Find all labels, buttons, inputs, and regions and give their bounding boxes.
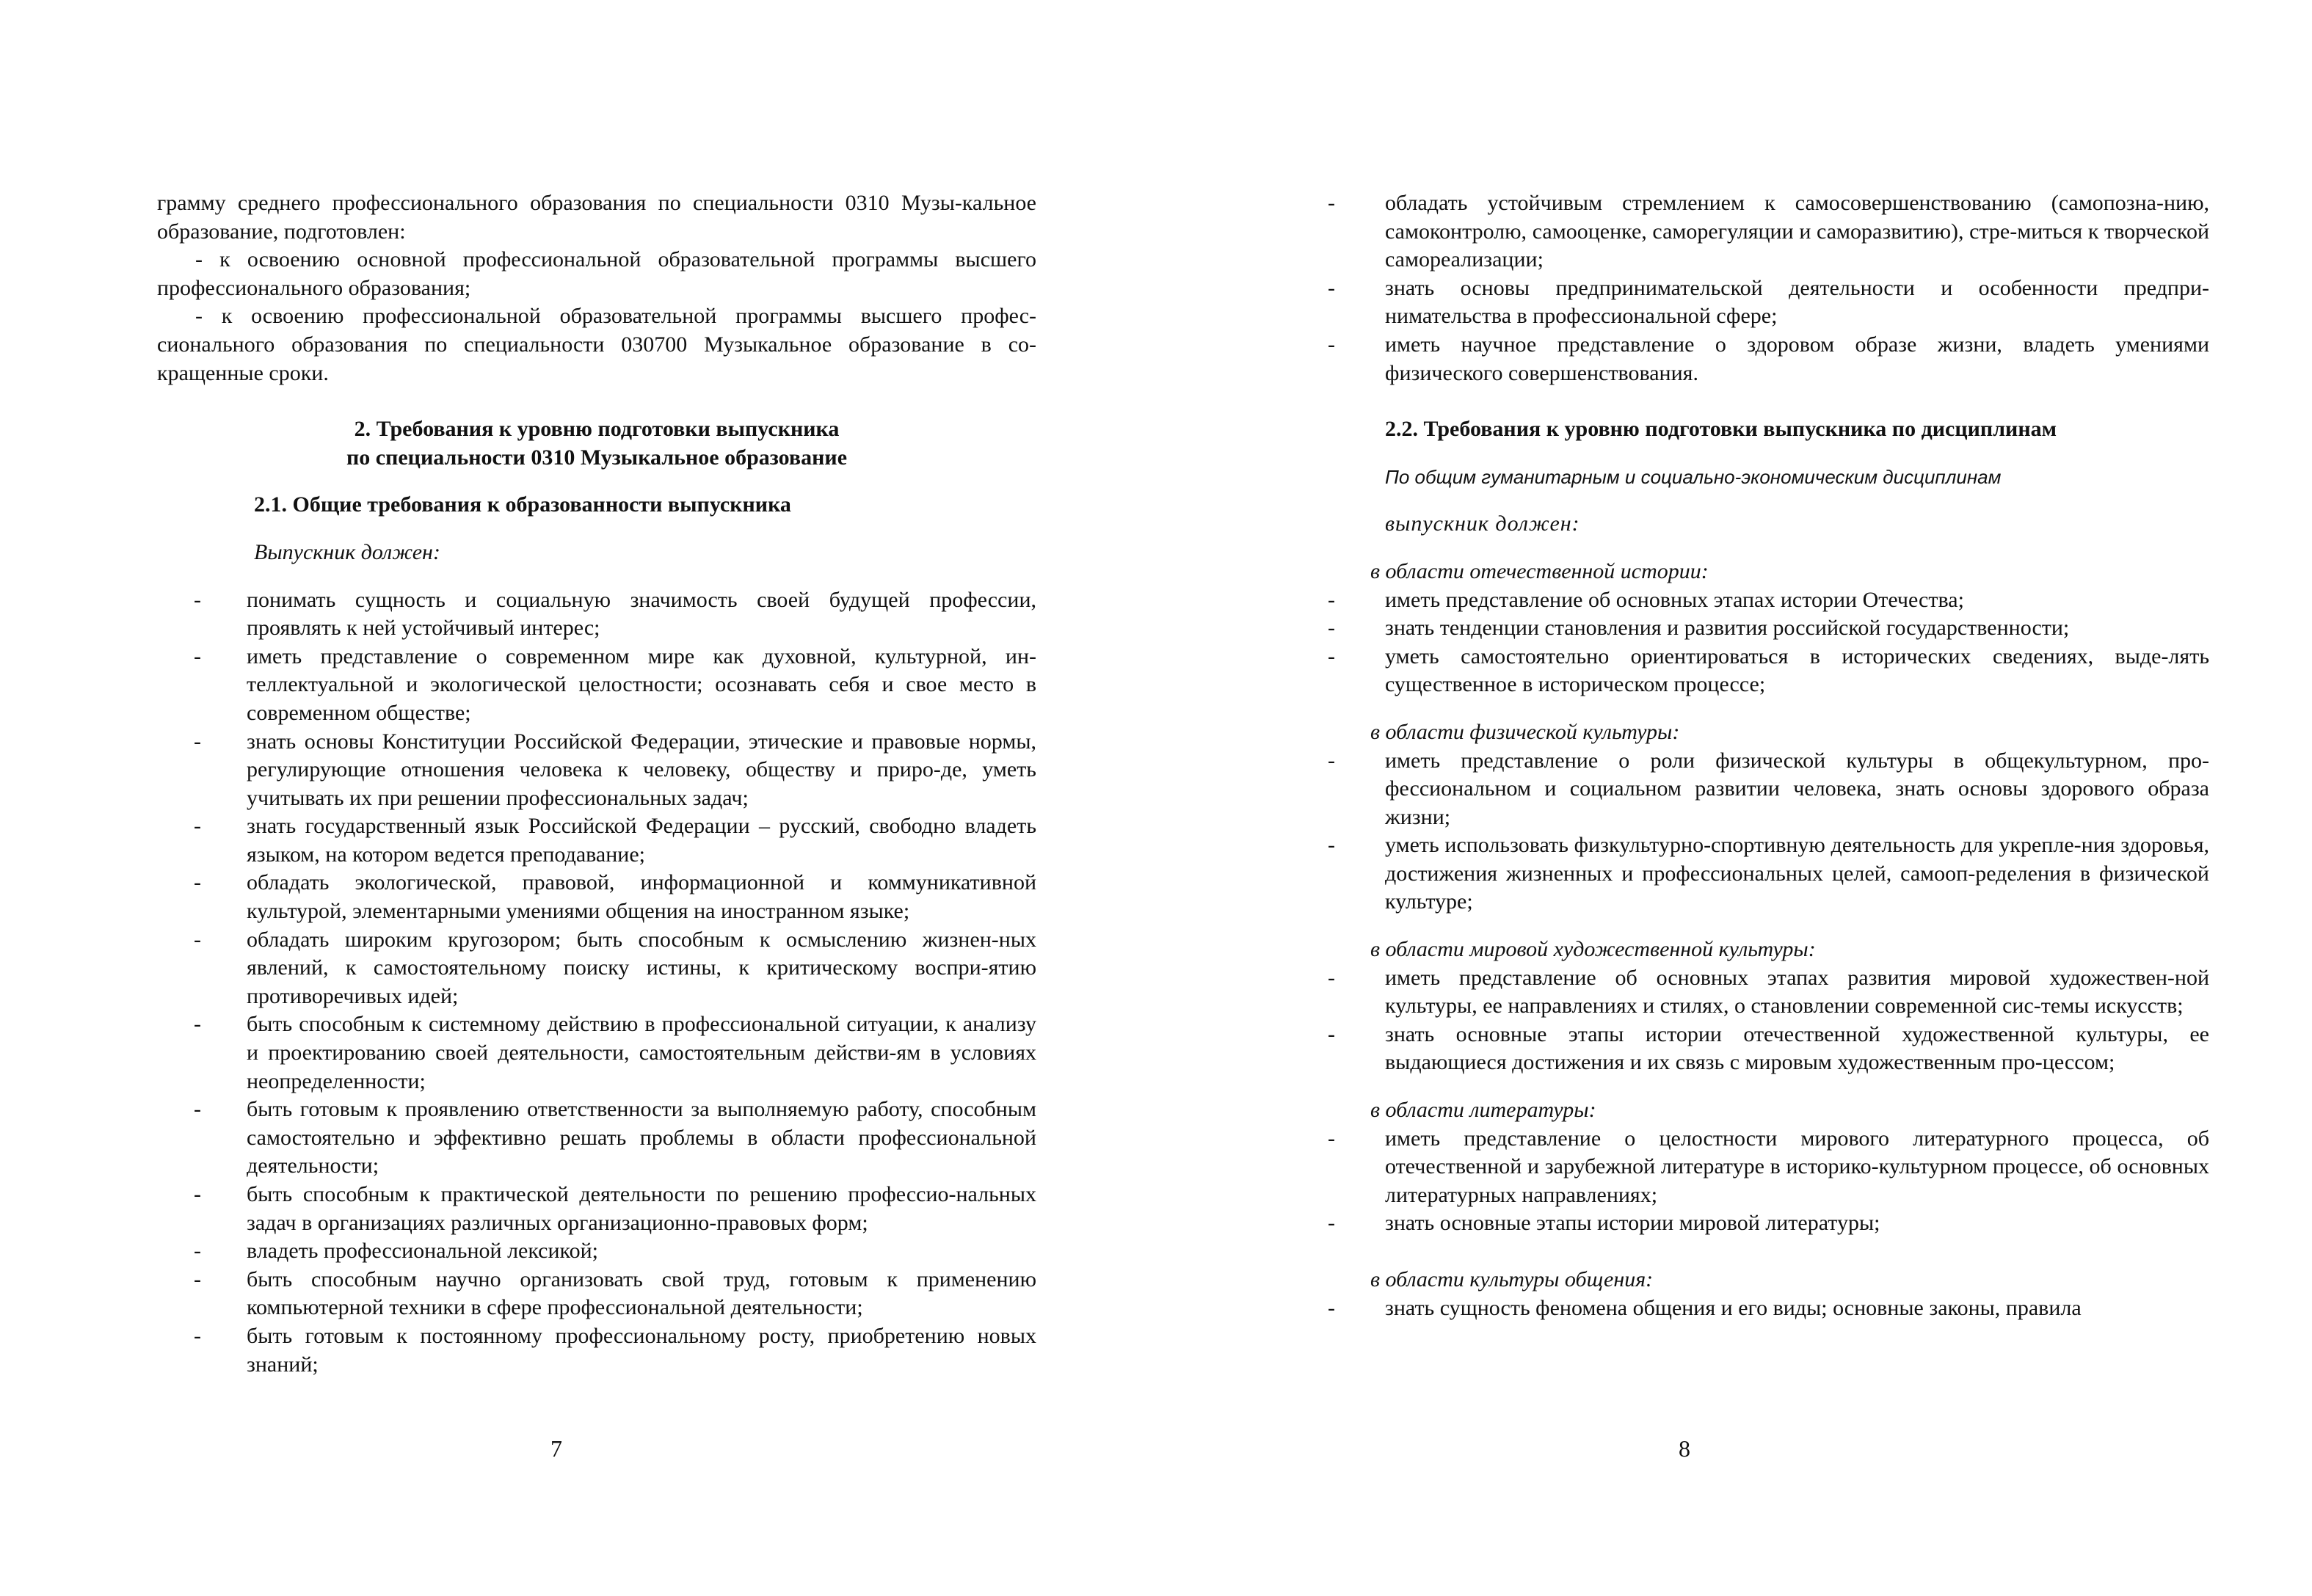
list-item: - знать сущность феномена общения и его виды; основные законы, правила (1338, 1294, 2209, 1323)
right-page-text (1328, 189, 2209, 1322)
list-item: - знать тенденции становления и развития российской государственности; (1338, 614, 2209, 643)
list-item: - иметь представление об основных этапах истории Отечества; (1338, 586, 2209, 615)
area-list (1328, 1294, 2209, 1323)
dash-marker: - (194, 1267, 201, 1291)
list-item: - владеть профессиональной лексикой; (157, 1237, 1036, 1266)
dash-marker: - (194, 587, 201, 612)
list-item: - быть способным к системному действию в профессиональной ситуации, к анализу и проектированию своей деятельности, самостоятельным действи-ям в условиях неопределенности; (194, 1012, 1036, 1093)
dash-marker: - (194, 1097, 201, 1122)
area-title: в области литературы: (1370, 1098, 1596, 1123)
area-title: в области отечественной истории: (1370, 558, 1709, 583)
disciplines-note: По общим гуманитарным и социально-экономическим дисциплинам (1385, 465, 2002, 488)
right-page (1156, 0, 2312, 1596)
list-item: - знать основные этапы истории отечественной художественной культуры, ее выдающиеся достижения и их связь с мировым художественным про-цессом; (1328, 1021, 2209, 1075)
area-list (1328, 586, 2209, 699)
dash-marker: - (1328, 1211, 1335, 1236)
area-title: в области культуры общения: (1370, 1267, 1654, 1291)
list-item: - уметь самостоятельно ориентироваться в исторических сведениях, выде-лять существенное в историческом процессе; (1328, 644, 2209, 697)
list-item: - иметь представление о целостности мирового литературного процесса, об отечественной и зарубежной литературе в историко-культурном процессе, об основных литературных направлениях; (1328, 1126, 2209, 1207)
list-item: - обладать устойчивым стремлением к самосовершенствованию (самопозна-нию, самоконтролю, самооценке, саморегуляции и саморазвитию), стре-миться к творческой самореализации; (1328, 191, 2209, 272)
list-item: - иметь научное представление о здоровом образе жизни, владеть умениями физического совершенствования. (1328, 332, 2209, 385)
list-item: - знать основы предпринимательской деятельности и особенности предпри-нимательства в профессиональной сфере; (1328, 275, 2209, 329)
dash-marker: - (1328, 1126, 1335, 1151)
list-item: - понимать сущность и социальную значимость своей будущей профессии, проявлять к ней устойчивый интерес; (194, 587, 1036, 641)
intro-line: грамму среднего профессионального образования по специальности 0310 Музы-кальное образование, подготовлен: (157, 191, 1036, 244)
dash-marker: - (1328, 1295, 1335, 1320)
dash-marker: - (194, 814, 201, 839)
list-item: - иметь представление о роли физической культуры в общекультурном, про-фессиональном и социальном развитии человека, знать основы здорового образа жизни; (1328, 748, 2209, 829)
requirements-list (157, 586, 1036, 1380)
dash-marker: - (1328, 275, 1335, 300)
intro-line: - к освоению основной профессиональной образовательной программы высшего профессионального образования; (157, 247, 1036, 300)
list-item: - знать государственный язык Российской Федерации – русский, свободно владеть языком, на котором ведется преподавание; (194, 814, 1036, 867)
dash-marker: - (194, 1182, 201, 1206)
page-number: 7 (550, 1435, 562, 1462)
area-title: в области мировой художественной культуры: (1370, 937, 1816, 962)
lead-text: выпускник должен: (1385, 511, 1580, 536)
left-page-text (157, 189, 1036, 1379)
page-number: 8 (1679, 1435, 1690, 1462)
list-item: - знать основы Конституции Российской Федерации, этические и правовые нормы, регулирующие отношения человека к человеку, обществу и приро-де, уметь учитывать их при решении профессиональных задач; (194, 729, 1036, 810)
list-item: - иметь представление о современном мире как духовной, культурной, ин-теллектуальной и экологической целостности; осознавать себя и свое место в современном обществе; (194, 644, 1036, 725)
top-requirements-list (1328, 189, 2209, 387)
list-item: - быть способным научно организовать свой труд, готовым к применению компьютерной техники в сфере профессиональной деятельности; (194, 1267, 1036, 1320)
area-list (1328, 747, 2209, 917)
dash-marker: - (1328, 1021, 1335, 1046)
section-heading-line2: по специальности 0310 Музыкальное образование (346, 445, 848, 470)
list-item: - уметь использовать физкультурно-спортивную деятельность для укрепле-ния здоровья, достижения жизненных и профессиональных целей, самооп-ределения в физической культуре; (1328, 833, 2209, 914)
dash-marker: - (1328, 587, 1335, 612)
dash-marker: - (194, 644, 201, 668)
list-item: - знать основные этапы истории мировой литературы; (1338, 1209, 2209, 1238)
dash-marker: - (194, 729, 201, 754)
dash-marker: - (194, 870, 201, 895)
list-item: - обладать широким кругозором; быть способным к осмыслению жизнен-ных явлений, к самостоятельному поиску истины, к критическому воспри-ятию противоречивых идей; (194, 927, 1036, 1008)
list-item: - обладать экологической, правовой, информационной и коммуникативной культурой, элементарными умениями общения на иностранном языке; (194, 870, 1036, 924)
area-list (1328, 964, 2209, 1077)
subsection-heading: 2.2. Требования к уровню подготовки выпускника по дисциплинам (1385, 417, 2057, 442)
dash-marker: - (194, 927, 201, 952)
dash-marker: - (1328, 965, 1335, 990)
dash-marker: - (194, 1012, 201, 1037)
dash-marker: - (194, 1239, 201, 1264)
area-title: в области физической культуры: (1370, 719, 1680, 744)
dash-marker: - (1328, 833, 1335, 858)
dash-marker: - (1328, 191, 1335, 215)
dash-marker: - (1328, 332, 1335, 357)
dash-marker: - (1328, 644, 1335, 668)
dash-marker: - (1328, 748, 1335, 773)
intro-line: - к освоению профессиональной образовательной программы высшего профес-сионального образования по специальности 030700 Музыкальное образование в со-кращенные сроки. (157, 304, 1036, 385)
list-item: - быть готовым к постоянному профессиональному росту, приобретению новых знаний; (194, 1323, 1036, 1377)
list-item: - быть способным к практической деятельности по решению профессио-нальных задач в организациях различных организационно-правовых форм; (194, 1182, 1036, 1235)
list-item: - быть готовым к проявлению ответственности за выполняемую работу, способным самостоятельно и эффективно решать проблемы в области профессиональной деятельности; (194, 1097, 1036, 1178)
area-list (1328, 1125, 2209, 1238)
dash-marker: - (1328, 616, 1335, 641)
list-item: - иметь представление об основных этапах развития мировой художествен-ной культуры, ее направлениях и стилях, о становлении современной сис-темы искусств; (1328, 965, 2209, 1019)
section-heading: 2. Требования к уровню подготовки выпускника (354, 417, 840, 442)
subsection-heading: 2.1. Общие требования к образованности выпускника (254, 492, 791, 517)
lead-text: Выпускник должен: (254, 539, 440, 564)
dash-marker: - (194, 1323, 201, 1348)
